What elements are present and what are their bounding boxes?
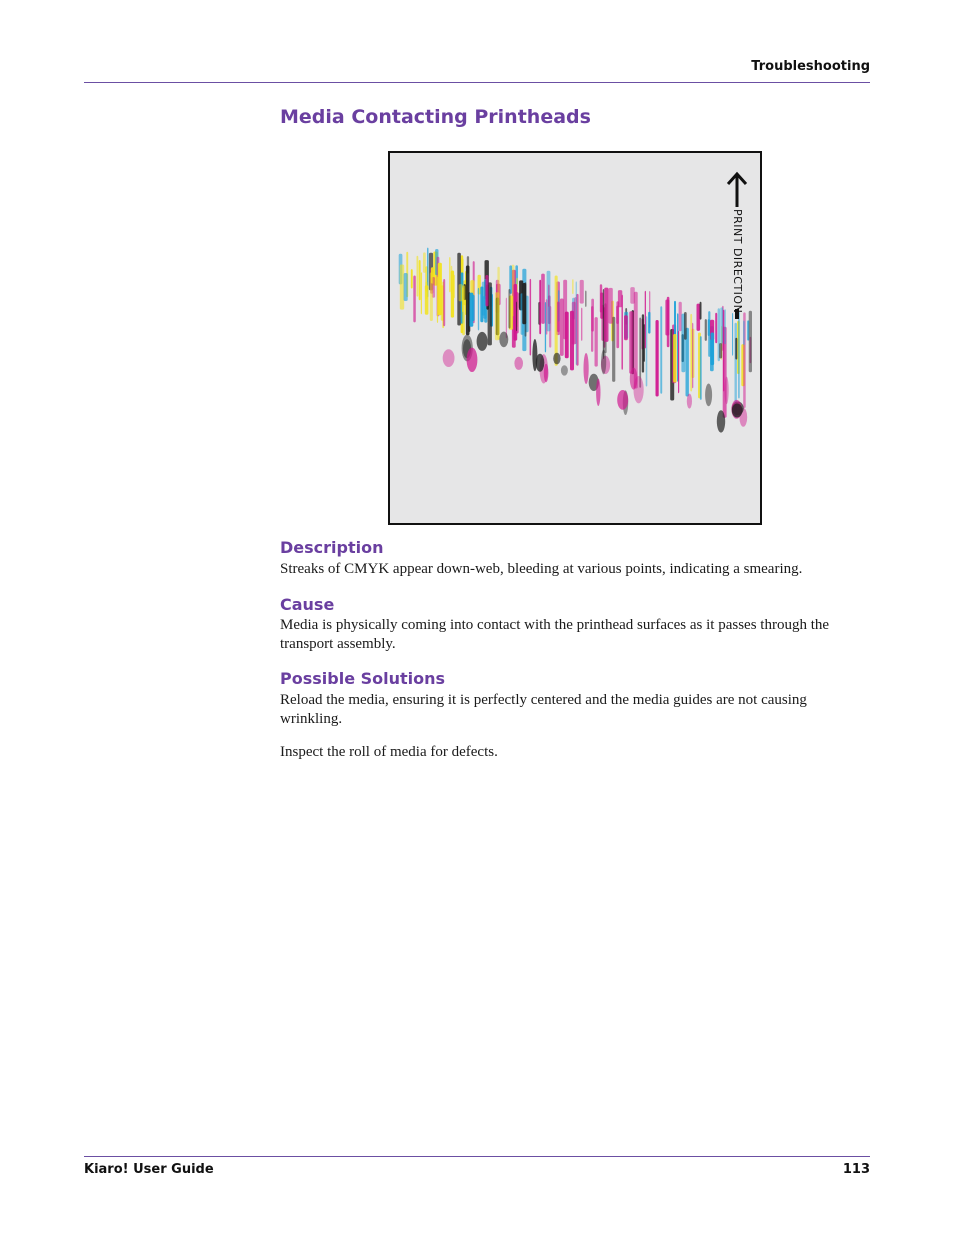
ink-streak — [700, 302, 702, 320]
ink-streak — [690, 314, 692, 392]
ink-blot — [725, 377, 729, 405]
ink-streak — [735, 338, 737, 360]
ink-streak — [522, 283, 526, 324]
ink-streak — [645, 291, 646, 349]
ink-streak — [580, 280, 584, 304]
ink-streak — [516, 302, 517, 332]
ink-streak — [665, 300, 669, 336]
solution-text-2: Inspect the roll of media for defects. — [280, 744, 498, 760]
ink-streak — [723, 310, 724, 392]
ink-streak — [591, 306, 593, 352]
cause-heading: Cause — [280, 595, 335, 614]
ink-streak — [576, 281, 577, 365]
ink-blot — [717, 410, 725, 432]
ink-streak — [480, 287, 483, 323]
ink-streak — [413, 276, 416, 323]
ink-streak — [609, 288, 613, 324]
ink-streak — [708, 319, 710, 336]
ink-streak — [419, 260, 421, 300]
ink-streak — [697, 304, 701, 331]
ink-streak — [541, 274, 545, 324]
ink-streak — [705, 319, 707, 341]
ink-streak — [595, 317, 598, 367]
ink-streak — [506, 298, 507, 339]
ink-streak — [629, 311, 633, 373]
ink-streak — [679, 302, 682, 332]
ink-streak — [417, 256, 419, 297]
ink-streak — [469, 293, 473, 327]
ink-blot — [499, 332, 508, 348]
ink-streak — [616, 301, 619, 348]
ink-blot — [584, 353, 589, 384]
footer-rule — [84, 1156, 870, 1157]
cause-text: Media is physically coming into contact with the printhead surfaces as it passes through the transport assembly. — [280, 617, 830, 652]
ink-streak — [449, 257, 450, 292]
ink-blot — [601, 350, 606, 375]
solutions-heading: Possible Solutions — [280, 669, 446, 688]
ink-streak — [443, 279, 445, 326]
ink-streak — [604, 288, 608, 342]
ink-streak — [557, 302, 560, 333]
ink-streak — [400, 265, 404, 310]
page-title: Media Contacting Printheads — [280, 106, 591, 128]
ink-streak — [720, 307, 723, 343]
ink-blot — [617, 390, 628, 410]
ink-blot — [705, 384, 712, 407]
ink-blot — [687, 394, 692, 409]
description-heading: Description — [280, 538, 384, 557]
ink-blot — [467, 348, 478, 372]
ink-streak — [438, 263, 442, 316]
ink-streak — [478, 288, 479, 331]
ink-streak — [560, 299, 564, 356]
ink-streak — [656, 320, 659, 397]
header-rule — [84, 82, 870, 83]
ink-streaks-graphic — [390, 153, 760, 523]
ink-streak — [411, 269, 413, 288]
ink-blot — [634, 376, 644, 403]
page-number: 113 — [842, 1162, 870, 1177]
ink-streak — [738, 312, 740, 399]
ink-streak — [485, 275, 488, 306]
ink-blot — [443, 349, 455, 367]
ink-streak — [421, 272, 422, 314]
ink-streak — [563, 280, 567, 340]
print-direction-label: PRINT DIRECTION — [731, 209, 744, 314]
ink-streak — [581, 308, 582, 341]
ink-streak — [612, 317, 615, 382]
ink-blot — [596, 379, 600, 406]
ink-streak — [508, 289, 510, 329]
ink-streak — [454, 275, 456, 298]
ink-streak — [660, 306, 662, 394]
solution-text-1: Reload the media, ensuring it is perfectly centered and the media guides are not causing wrinkling. — [280, 692, 807, 727]
ink-streak — [546, 299, 548, 334]
ink-blot — [477, 332, 488, 351]
running-header: Troubleshooting — [751, 59, 870, 74]
ink-streak — [622, 295, 623, 370]
print-defect-photo — [388, 151, 762, 525]
ink-streak — [459, 284, 463, 301]
ink-streak — [678, 331, 679, 394]
footer-guide-title: Kiaro! User Guide — [84, 1162, 214, 1177]
ink-streak — [684, 312, 687, 340]
ink-streak — [692, 323, 693, 389]
ink-streak — [497, 267, 499, 340]
print-direction-indicator — [726, 169, 746, 319]
ink-streak — [423, 252, 426, 273]
ink-streak — [743, 321, 744, 346]
ink-streak — [642, 314, 644, 372]
ink-streak — [732, 313, 733, 356]
ink-streak — [539, 280, 541, 335]
ink-blot — [732, 404, 743, 418]
ink-streak — [719, 343, 722, 359]
ink-streak — [700, 336, 702, 400]
ink-streak — [530, 279, 532, 356]
ink-streak — [466, 266, 470, 336]
ink-streak — [519, 293, 520, 309]
ink-streak — [585, 291, 586, 308]
ink-streak — [715, 313, 717, 344]
ink-blot — [532, 339, 537, 371]
ink-streak — [603, 289, 604, 359]
ink-streak — [749, 311, 752, 372]
ink-streak — [624, 315, 628, 340]
ink-streak — [425, 285, 429, 315]
description-text: Streaks of CMYK appear down-web, bleeding at various points, indicating a smearing. — [280, 561, 803, 577]
ink-streak — [673, 334, 677, 383]
ink-blot — [553, 353, 560, 365]
ink-blot — [514, 357, 523, 370]
ink-streak — [572, 279, 573, 294]
ink-streak — [404, 273, 408, 301]
ink-streak — [711, 333, 715, 366]
ink-streak — [461, 258, 464, 274]
ink-blot — [561, 365, 568, 375]
ink-streak — [430, 272, 433, 321]
ink-streak — [548, 285, 549, 307]
ink-streak — [572, 302, 576, 345]
ink-streak — [648, 312, 650, 334]
